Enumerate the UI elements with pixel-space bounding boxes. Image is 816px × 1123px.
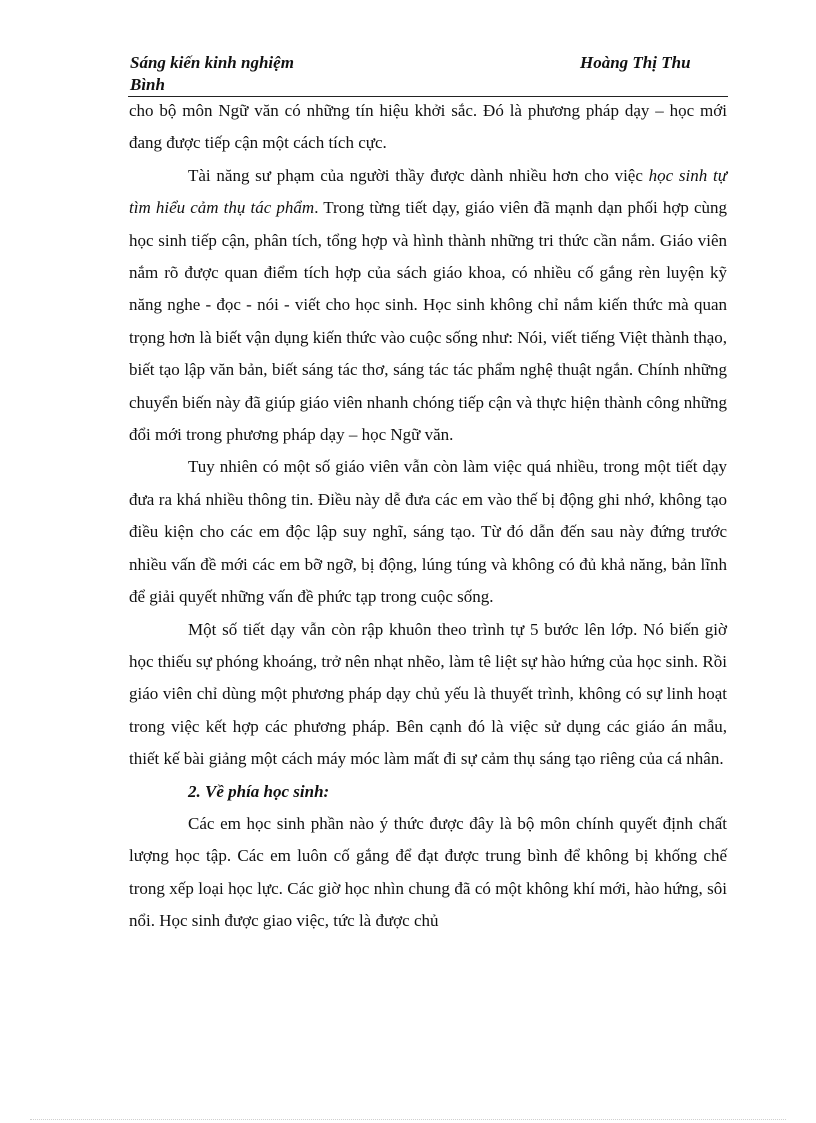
document-body xyxy=(129,95,727,938)
page-bottom-border xyxy=(30,1119,786,1120)
paragraph-3: Tuy nhiên có một số giáo viên vẫn còn làm việc quá nhiều, trong một tiết dạy đưa ra khá nhiều thông tin. Điều này dễ đưa các em vào thế bị động ghi nhớ, không tạo điều kiện cho các em độc lập suy nghĩ, sáng tạo. Từ đó dẫn đến sau này đứng trước nhiều vấn đề mới các em bỡ ngỡ, bị động, lúng túng và không có đủ khả năng, bản lĩnh để giải quyết những vấn đề phức tạp trong cuộc sống. xyxy=(129,457,727,607)
paragraph-4: Một số tiết dạy vẫn còn rập khuôn theo trình tự 5 bước lên lớp. Nó biến giờ học thiếu sự phóng khoáng, trở nên nhạt nhẽo, làm tê liệt sự hào hứng của học sinh. Rồi giáo viên chỉ dùng một phương pháp dạy chủ yếu là thuyết trình, không có sự linh hoạt trong việc kết hợp các phương pháp. Bên cạnh đó là việc sử dụng các giáo án mẫu, thiết kế bài giảng một cách máy móc làm mất đi sự cảm thụ sáng tạo riêng của cá nhân. xyxy=(129,619,727,769)
paragraph-2-start: Tài năng sư phạm của người thầy được dành nhiều hơn cho việc xyxy=(188,165,649,185)
section-heading: 2. Về phía học sinh: xyxy=(188,781,330,801)
paragraph-2-end: . Trong từng tiết dạy, giáo viên đã mạnh dạn phối hợp cùng học sinh tiếp cận, phân tích, tổng hợp và hình thành những tri thức cần nắm. Giáo viên nắm rõ được quan điểm tích hợp của sách giáo khoa, có nhiều cố gắng rèn luyện kỹ năng nghe - đọc - nói - viết cho học sinh. Học sinh không chỉ nắm kiến thức mà quan trọng hơn là biết vận dụng kiến thức vào cuộc sống như: Nói, viết tiếng Việt thành thạo, biết tạo lập văn bản, biết sáng tác thơ, sáng tác tác phẩm nghệ thuật ngắn. Chính những chuyển biến này đã giúp giáo viên nhanh chóng tiếp cận và thực hiện thành công những đổi mới trong phương pháp dạy – học Ngữ văn. xyxy=(129,198,727,445)
header-author: Hoàng Thị Thu xyxy=(580,53,691,72)
paragraph-2 xyxy=(129,160,727,452)
header-author-continued: Bình xyxy=(130,75,165,94)
header-title: Sáng kiến kinh nghiệm xyxy=(130,53,294,72)
paragraph-2-emphasis: học sinh tự tìm hiểu cảm thụ tác phẩm xyxy=(129,165,727,218)
paragraph-5: Các em học sinh phần nào ý thức được đây là bộ môn chính quyết định chất lượng học tập. Các em luôn cố gắng để đạt được trung bình để không bị khống chế trong xếp loại học lực. Các giờ học nhìn chung đã có một không khí mới, hào hứng, sôi nổi. Học sinh được giao việc, tức là được chủ xyxy=(129,813,727,931)
paragraph-1: cho bộ môn Ngữ văn có những tín hiệu khởi sắc. Đó là phương pháp dạy – học mới đang được tiếp cận một cách tích cực. xyxy=(129,101,727,153)
